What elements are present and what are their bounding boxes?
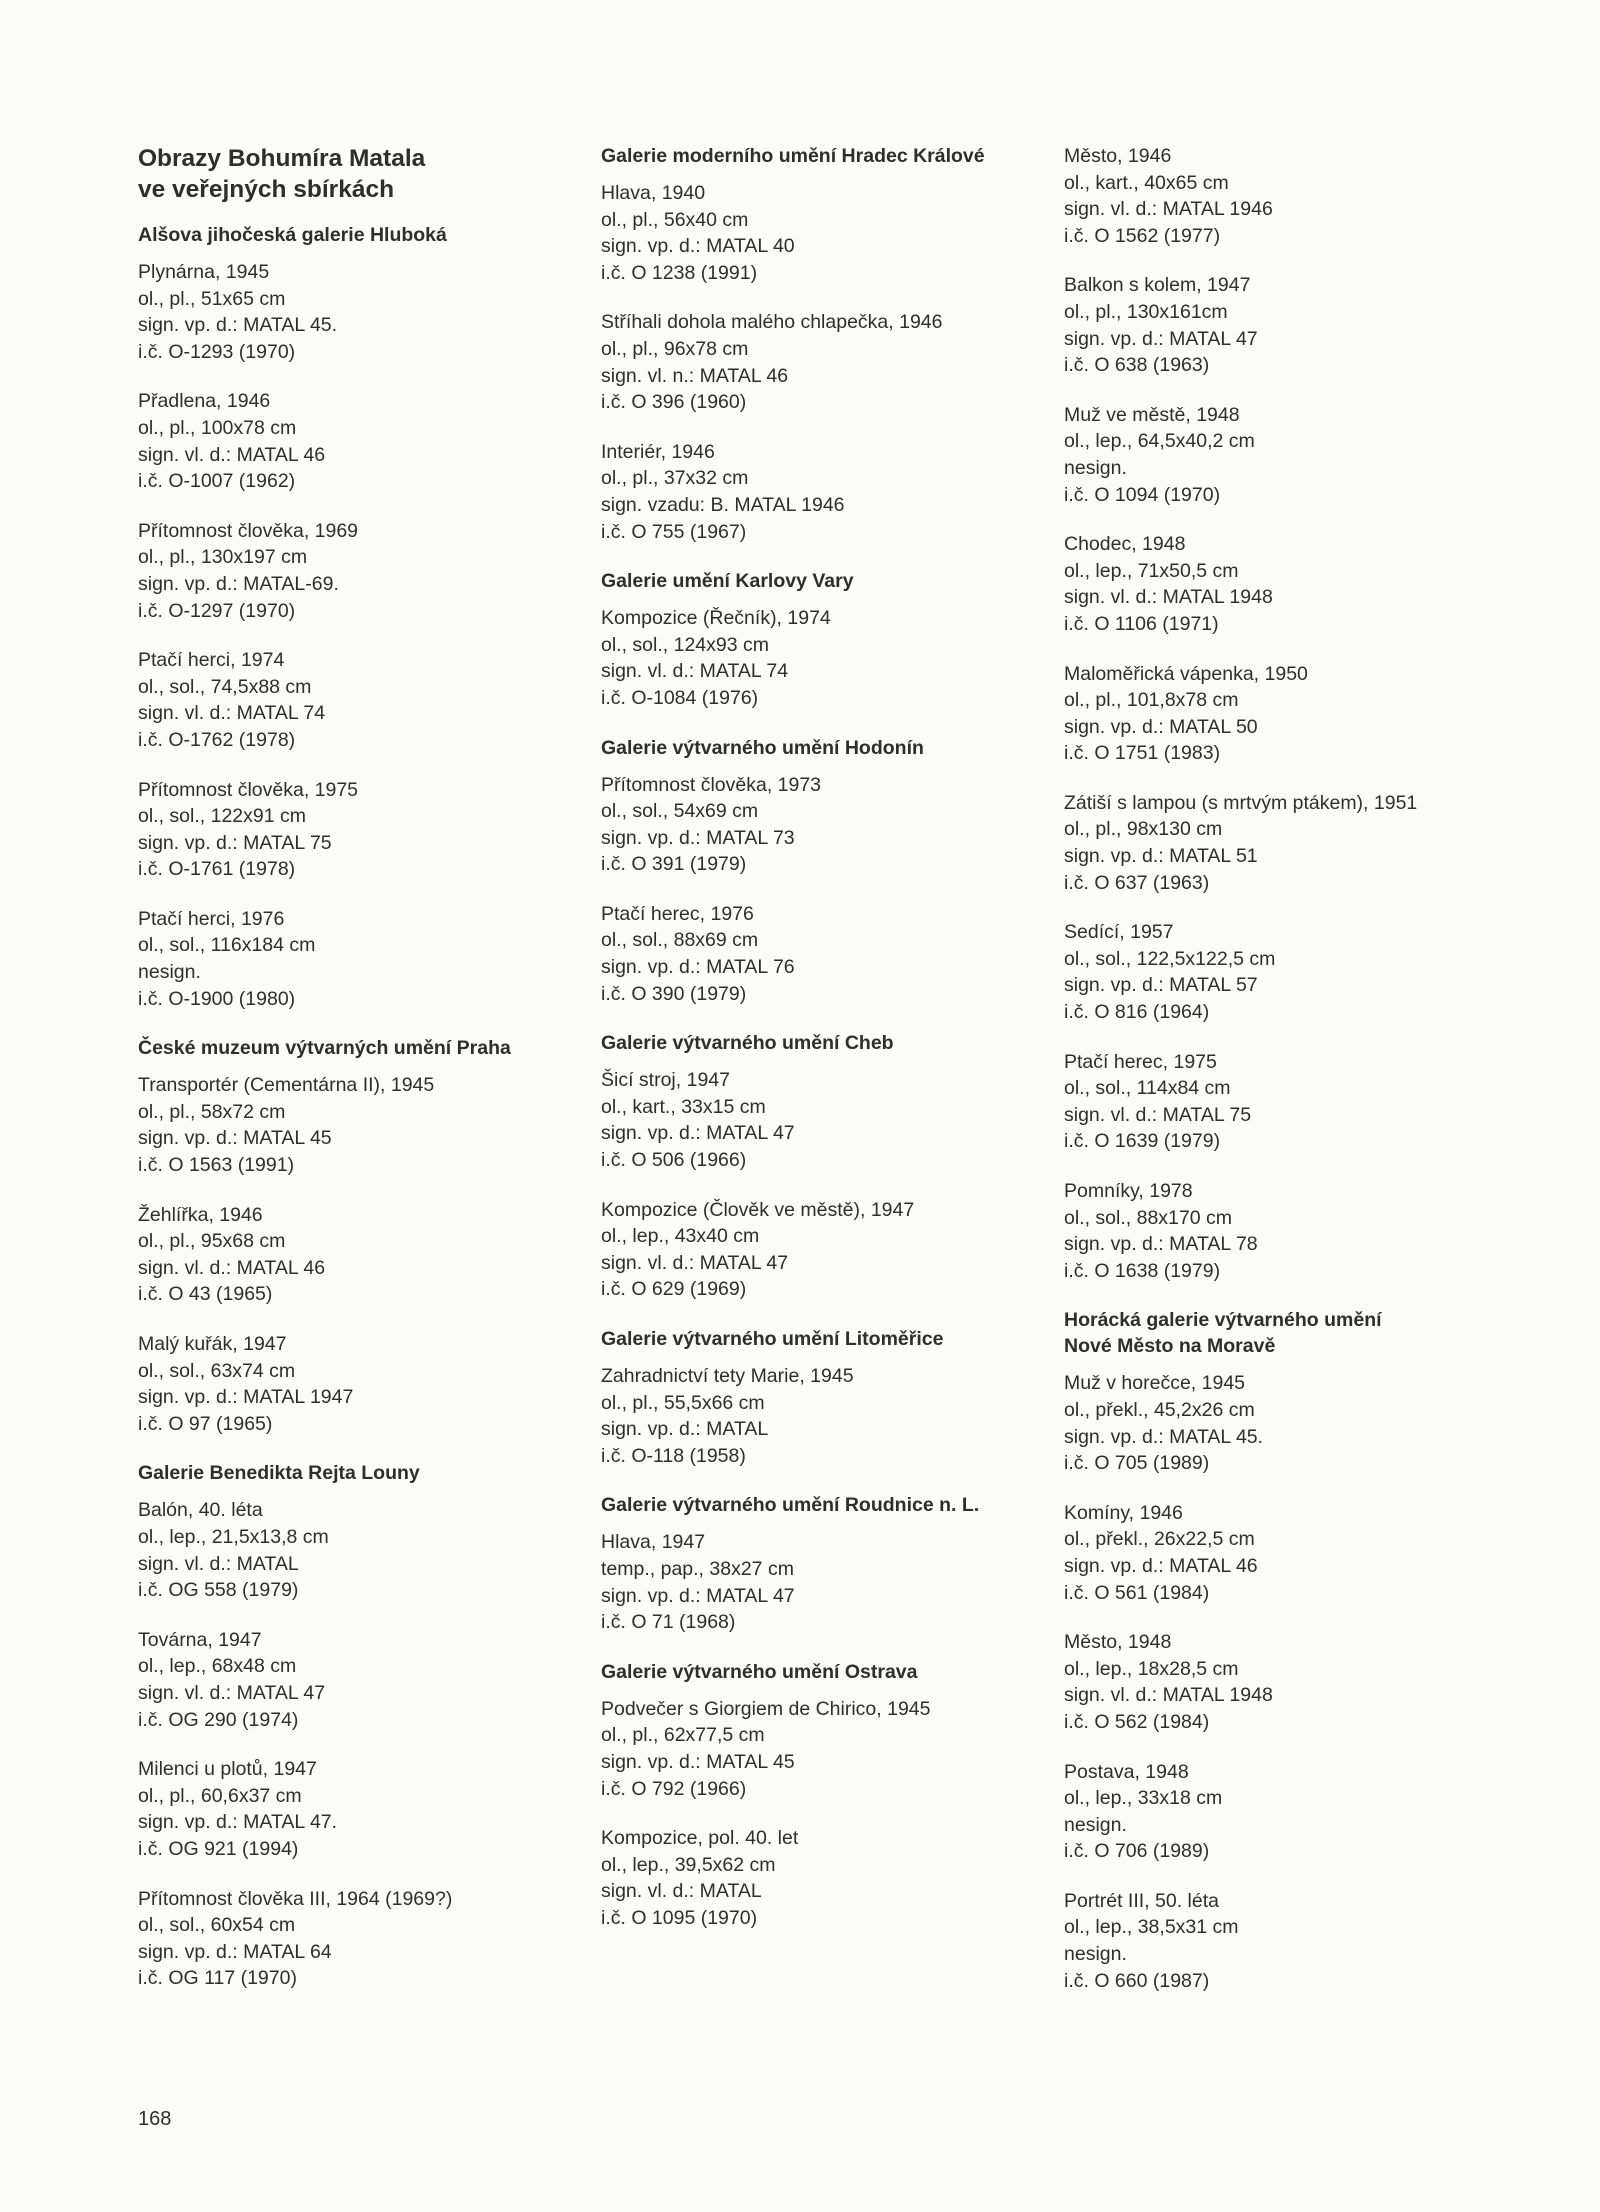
artwork-title: Továrna, 1947 [138,1628,262,1651]
page-title-line: Obrazy Bohumíra Matala [138,145,426,172]
artwork-inventory: i.č. O 755 (1967) [601,520,747,543]
gallery-heading [601,1326,1041,1352]
artwork-signature: sign. vp. d.: MATAL 64 [138,1940,332,1963]
artwork-signature: sign. vp. d.: MATAL 75 [138,831,332,854]
gallery-heading [601,568,1041,594]
artwork-title: Kompozice (Člověk ve městě), 1947 [601,1198,915,1221]
artwork-signature: sign. vp. d.: MATAL-69. [138,572,339,595]
artwork-inventory: i.č. O-1293 (1970) [138,340,296,363]
gallery-heading-line: Nové Město na Moravě [1064,1335,1276,1358]
artwork-signature: sign. vp. d.: MATAL [601,1418,769,1441]
artwork-list [138,1497,608,1992]
gallery-section [1064,143,1564,1284]
artwork-title: Plynárna, 1945 [138,261,270,283]
column-1 [138,143,608,2015]
artwork-entry [138,647,608,753]
artwork-entry [1064,402,1564,508]
artwork-title: Ptačí herec, 1976 [601,902,754,925]
artwork-entry [601,772,1041,878]
artwork-list [601,1696,1041,1932]
artwork-title: Přítomnost člověka, 1969 [138,519,359,542]
artwork-signature: sign. vp. d.: MATAL 1947 [138,1386,354,1409]
artwork-entry [138,1497,608,1603]
gallery-heading [601,735,1041,761]
artwork-medium: ol., sol., 88x69 cm [601,929,759,952]
artwork-title: Přadlena, 1946 [138,390,271,413]
artwork-inventory: i.č. O-1007 (1962) [138,470,296,493]
gallery-section [138,222,608,1012]
artwork-entry [138,388,608,494]
artwork-medium: ol., lep., 33x18 cm [1064,1787,1223,1810]
artwork-signature: nesign. [1064,456,1127,479]
gallery-heading [138,1035,608,1061]
artwork-inventory: i.č. OG 921 (1994) [138,1837,299,1860]
artwork-signature: sign. vzadu: B. MATAL 1946 [601,493,845,516]
artwork-inventory: i.č. O 396 (1960) [601,391,747,414]
artwork-medium: ol., sol., 88x170 cm [1064,1206,1232,1229]
gallery-heading [138,222,608,248]
gallery-heading [1064,1307,1564,1359]
artwork-title: Muž ve městě, 1948 [1064,403,1240,426]
artwork-inventory: i.č. O 562 (1984) [1064,1710,1210,1733]
artwork-signature: sign. vl. d.: MATAL 1946 [1064,198,1273,221]
artwork-inventory: i.č. O-1297 (1970) [138,599,296,622]
artwork-entry [138,1331,608,1437]
artwork-signature: sign. vp. d.: MATAL 76 [601,956,795,979]
artwork-title: Šicí stroj, 1947 [601,1069,730,1092]
artwork-entry [601,180,1041,286]
artwork-entry [1064,1759,1564,1865]
artwork-signature: nesign. [138,961,201,984]
artwork-signature: sign. vp. d.: MATAL 45. [138,314,338,337]
artwork-title: Stříhali dohola malého chlapečka, 1946 [601,311,943,334]
artwork-entry [1064,919,1564,1025]
artwork-inventory: i.č. O 1563 (1991) [138,1154,295,1177]
artwork-inventory: i.č. O-118 (1958) [601,1444,746,1467]
artwork-title: Milenci u plotů, 1947 [138,1758,317,1781]
gallery-section [601,1030,1041,1303]
artwork-inventory: i.č. O 390 (1979) [601,982,747,1005]
artwork-list [601,180,1041,545]
artwork-title: Pomníky, 1978 [1064,1180,1193,1202]
artwork-title: Přítomnost člověka, 1975 [138,778,359,801]
artwork-medium: ol., lep., 71x50,5 cm [1064,559,1239,582]
artwork-title: Zátiší s lampou (s mrtvým ptákem), 1951 [1064,791,1418,814]
gallery-section [601,1492,1041,1635]
artwork-signature: sign. vl. d.: MATAL 74 [138,702,326,725]
artwork-signature: sign. vl. d.: MATAL 46 [138,443,326,466]
artwork-inventory: i.č. O 43 (1965) [138,1283,273,1306]
gallery-section [601,1659,1041,1932]
artwork-entry [1064,531,1564,637]
artwork-inventory: i.č. O 638 (1963) [1064,354,1210,377]
gallery-heading [601,1492,1041,1518]
artwork-medium: ol., pl., 100x78 cm [138,416,297,439]
artwork-signature: sign. vl. d.: MATAL 74 [601,660,789,683]
artwork-entry [1064,143,1564,249]
gallery-heading-line: Galerie výtvarného umění Hodonín [601,736,924,759]
artwork-signature: sign. vp. d.: MATAL 50 [1064,715,1258,738]
artwork-medium: ol., překl., 26x22,5 cm [1064,1528,1255,1551]
artwork-inventory: i.č. O 1751 (1983) [1064,742,1221,765]
artwork-inventory: i.č. O 629 (1969) [601,1278,747,1301]
artwork-title: Portrét III, 50. léta [1064,1889,1219,1912]
artwork-medium: ol., pl., 98x130 cm [1064,818,1223,841]
page-title-line: ve veřejných sbírkách [138,176,395,203]
artwork-entry [601,1529,1041,1635]
gallery-heading-line: Galerie výtvarného umění Litoměřice [601,1328,944,1350]
gallery-heading-line: Galerie moderního umění Hradec Králové [601,145,985,167]
artwork-signature: sign. vl. d.: MATAL [601,1880,762,1903]
artwork-medium: ol., pl., 55,5x66 cm [601,1391,765,1414]
artwork-signature: sign. vl. d.: MATAL [138,1552,299,1575]
artwork-title: Postava, 1948 [1064,1760,1189,1783]
artwork-medium: ol., lep., 68x48 cm [138,1655,297,1678]
artwork-title: Muž v horečce, 1945 [1064,1372,1246,1395]
gallery-section [138,1035,608,1437]
gallery-heading [601,1030,1041,1056]
gallery-section [601,735,1041,1008]
gallery-section [601,568,1041,711]
artwork-inventory: i.č. O 1639 (1979) [1064,1130,1221,1153]
artwork-medium: ol., pl., 51x65 cm [138,287,286,310]
artwork-title: Kompozice, pol. 40. let [601,1827,799,1850]
artwork-entry [1064,790,1564,896]
artwork-inventory: i.č. O 1562 (1977) [1064,224,1221,247]
gallery-heading-line: Galerie výtvarného umění Ostrava [601,1660,918,1683]
artwork-medium: ol., pl., 56x40 cm [601,208,749,231]
artwork-title: Přítomnost člověka III, 1964 (1969?) [138,1887,453,1910]
gallery-section [138,1460,608,1992]
artwork-title: Žehlířka, 1946 [138,1203,263,1226]
artwork-medium: ol., pl., 101,8x78 cm [1064,689,1239,712]
artwork-title: Kompozice (Řečník), 1974 [601,607,831,630]
artwork-inventory: i.č. O 1094 (1970) [1064,483,1221,506]
gallery-heading-line: Horácká galerie výtvarného umění [1064,1309,1382,1332]
artwork-entry [138,1886,608,1992]
artwork-entry [601,309,1041,415]
artwork-inventory: i.č. O-1762 (1978) [138,728,296,751]
artwork-signature: sign. vp. d.: MATAL 47 [601,1584,795,1607]
gallery-heading-line: České muzeum výtvarných umění Praha [138,1037,511,1060]
artwork-signature: sign. vp. d.: MATAL 47. [138,1811,338,1834]
page-number: 168 [138,2108,172,2130]
artwork-inventory: i.č. O 561 (1984) [1064,1581,1210,1604]
gallery-section [601,1326,1041,1469]
artwork-signature: sign. vp. d.: MATAL 78 [1064,1233,1258,1256]
artwork-entry [1064,1370,1564,1476]
artwork-list [601,1067,1041,1303]
artwork-inventory: i.č. O 705 (1989) [1064,1452,1210,1475]
artwork-title: Podvečer s Giorgiem de Chirico, 1945 [601,1697,931,1720]
artwork-inventory: i.č. O-1900 (1980) [138,987,296,1010]
artwork-medium: ol., pl., 95x68 cm [138,1230,286,1253]
artwork-inventory: i.č. O 1238 (1991) [601,261,758,284]
artwork-signature: sign. vl. d.: MATAL 75 [1064,1103,1252,1126]
artwork-title: Hlava, 1947 [601,1531,706,1554]
artwork-signature: sign. vp. d.: MATAL 57 [1064,974,1258,997]
artwork-title: Interiér, 1946 [601,440,715,463]
artwork-medium: ol., sol., 124x93 cm [601,633,769,656]
artwork-inventory: i.č. OG 290 (1974) [138,1708,299,1731]
gallery-section [601,143,1041,545]
artwork-signature: sign. vp. d.: MATAL 46 [1064,1554,1258,1577]
artwork-medium: ol., lep., 38,5x31 cm [1064,1916,1239,1939]
artwork-entry [1064,1049,1564,1155]
gallery-section [1064,1307,1564,1994]
artwork-title: Hlava, 1940 [601,182,706,204]
artwork-title: Malý kuřák, 1947 [138,1333,287,1355]
artwork-medium: ol., sol., 74,5x88 cm [138,675,312,698]
artwork-inventory: i.č. O-1084 (1976) [601,686,759,709]
artwork-signature: sign. vl. n.: MATAL 46 [601,364,789,387]
artwork-medium: ol., kart., 33x15 cm [601,1095,766,1118]
artwork-medium: ol., sol., 54x69 cm [601,800,759,823]
column-2 [601,143,1041,1955]
artwork-medium: ol., sol., 122x91 cm [138,805,306,828]
artwork-signature: sign. vp. d.: MATAL 51 [1064,845,1258,868]
artwork-entry [138,1202,608,1308]
artwork-signature: sign. vp. d.: MATAL 47 [601,1122,795,1145]
artwork-entry [601,1825,1041,1931]
artwork-signature: sign. vl. d.: MATAL 46 [138,1256,326,1279]
artwork-entry [1064,661,1564,767]
artwork-entry [138,906,608,1012]
artwork-inventory: i.č. O 1638 (1979) [1064,1259,1221,1282]
artwork-title: Přítomnost člověka, 1973 [601,773,822,796]
artwork-entry [601,1363,1041,1469]
artwork-list [1064,1370,1564,1994]
artwork-list [601,772,1041,1008]
artwork-inventory: i.č. O 1095 (1970) [601,1906,758,1929]
artwork-medium: ol., pl., 62x77,5 cm [601,1724,765,1747]
artwork-signature: sign. vp. d.: MATAL 45. [1064,1425,1264,1448]
artwork-entry [1064,1629,1564,1735]
artwork-inventory: i.č. O 637 (1963) [1064,871,1210,894]
artwork-entry [138,777,608,883]
artwork-list [601,1529,1041,1635]
artwork-entry [601,605,1041,711]
artwork-title: Sedící, 1957 [1064,921,1174,944]
gallery-heading [601,143,1041,169]
artwork-list [601,1363,1041,1469]
artwork-entry [601,901,1041,1007]
artwork-inventory: i.č. O 792 (1966) [601,1777,747,1800]
artwork-title: Balkon s kolem, 1947 [1064,274,1251,297]
artwork-medium: ol., sol., 122,5x122,5 cm [1064,947,1276,970]
artwork-inventory: i.č. O 391 (1979) [601,853,747,876]
artwork-medium: ol., pl., 130x161cm [1064,300,1228,323]
artwork-medium: ol., kart., 40x65 cm [1064,171,1229,194]
artwork-signature: sign. vp. d.: MATAL 47 [1064,327,1258,350]
artwork-signature: sign. vl. d.: MATAL 1948 [1064,1684,1273,1707]
artwork-signature: sign. vp. d.: MATAL 40 [601,235,795,258]
artwork-title: Ptačí herec, 1975 [1064,1050,1217,1073]
artwork-inventory: i.č. O 660 (1987) [1064,1969,1210,1992]
artwork-inventory: i.č. O-1761 (1978) [138,858,296,881]
gallery-heading-line: Alšova jihočeská galerie Hluboká [138,224,447,246]
artwork-entry [1064,1888,1564,1994]
gallery-heading-line: Galerie Benedikta Rejta Louny [138,1462,420,1485]
artwork-entry [601,1197,1041,1303]
artwork-inventory: i.č. O 71 (1968) [601,1611,736,1634]
artwork-signature: nesign. [1064,1813,1127,1836]
artwork-entry [138,259,608,365]
artwork-medium: ol., sol., 60x54 cm [138,1914,296,1937]
artwork-medium: ol., pl., 58x72 cm [138,1100,286,1123]
page-title [138,143,608,205]
artwork-medium: ol., lep., 21,5x13,8 cm [138,1525,329,1548]
artwork-inventory: i.č. O 1106 (1971) [1064,612,1219,635]
artwork-medium: ol., pl., 130x197 cm [138,546,308,569]
artwork-entry [1064,272,1564,378]
artwork-title: Město, 1948 [1064,1631,1172,1654]
gallery-heading [138,1460,608,1486]
artwork-inventory: i.č. OG 117 (1970) [138,1967,297,1990]
artwork-medium: ol., lep., 43x40 cm [601,1225,760,1248]
artwork-entry [1064,1500,1564,1606]
artwork-title: Maloměřická vápenka, 1950 [1064,662,1308,685]
artwork-entry [1064,1178,1564,1284]
artwork-inventory: i.č. O 97 (1965) [138,1412,273,1435]
artwork-inventory: i.č. O 816 (1964) [1064,1001,1210,1024]
column-3 [1064,143,1564,2017]
artwork-signature: sign. vp. d.: MATAL 73 [601,826,795,849]
artwork-medium: ol., lep., 18x28,5 cm [1064,1657,1239,1680]
artwork-inventory: i.č. O 706 (1989) [1064,1840,1210,1863]
artwork-signature: nesign. [1064,1943,1127,1966]
gallery-heading [601,1659,1041,1685]
artwork-entry [138,1756,608,1862]
artwork-title: Ptačí herci, 1974 [138,649,285,672]
artwork-title: Balón, 40. léta [138,1499,263,1522]
artwork-signature: sign. vp. d.: MATAL 45 [601,1750,795,1773]
artwork-medium: temp., pap., 38x27 cm [601,1557,794,1580]
artwork-title: Komíny, 1946 [1064,1501,1183,1524]
artwork-medium: ol., sol., 116x184 cm [138,934,316,957]
artwork-title: Ptačí herci, 1976 [138,907,285,930]
artwork-title: Chodec, 1948 [1064,533,1186,556]
artwork-list [601,605,1041,711]
artwork-title: Město, 1946 [1064,145,1172,167]
artwork-list [138,1072,608,1437]
artwork-signature: sign. vp. d.: MATAL 45 [138,1127,332,1150]
artwork-inventory: i.č. O 506 (1966) [601,1149,747,1172]
artwork-entry [601,439,1041,545]
gallery-heading-line: Galerie umění Karlovy Vary [601,570,854,593]
artwork-title: Transportér (Cementárna II), 1945 [138,1074,435,1097]
artwork-signature: sign. vl. d.: MATAL 47 [601,1251,789,1274]
artwork-medium: ol., překl., 45,2x26 cm [1064,1398,1255,1421]
artwork-inventory: i.č. OG 558 (1979) [138,1579,299,1602]
artwork-entry [138,1627,608,1733]
artwork-entry [601,1696,1041,1802]
artwork-medium: ol., pl., 37x32 cm [601,467,749,490]
artwork-medium: ol., lep., 64,5x40,2 cm [1064,430,1255,453]
gallery-heading-line: Galerie výtvarného umění Roudnice n. L. [601,1494,980,1517]
artwork-entry [138,1072,608,1178]
artwork-list [138,259,608,1012]
artwork-list [1064,143,1564,1284]
artwork-signature: sign. vl. d.: MATAL 1948 [1064,586,1273,609]
gallery-heading-line: Galerie výtvarného umění Cheb [601,1032,894,1055]
artwork-entry [138,518,608,624]
artwork-medium: ol., lep., 39,5x62 cm [601,1853,776,1876]
artwork-signature: sign. vl. d.: MATAL 47 [138,1681,326,1704]
artwork-medium: ol., sol., 63x74 cm [138,1359,296,1382]
artwork-medium: ol., pl., 96x78 cm [601,337,749,360]
artwork-medium: ol., pl., 60,6x37 cm [138,1784,302,1807]
artwork-entry [601,1067,1041,1173]
artwork-medium: ol., sol., 114x84 cm [1064,1077,1231,1100]
artwork-title: Zahradnictví tety Marie, 1945 [601,1365,854,1387]
